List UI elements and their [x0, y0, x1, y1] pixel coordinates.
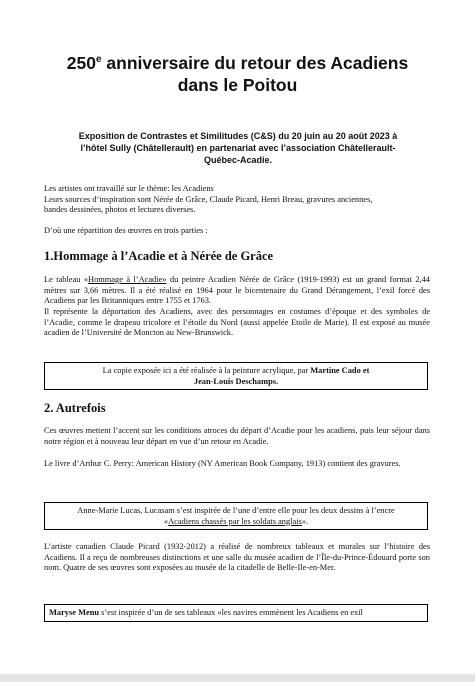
repartition-text: D’où une répartition des œuvres en trois parties :: [44, 226, 208, 235]
page-bottom-edge: [0, 674, 475, 682]
p1-lead: Le tableau «: [44, 275, 89, 284]
intro-line-1: Les artistes ont travaillé sur le thème: les Acadiens: [44, 184, 214, 193]
title-number: 250: [66, 53, 96, 73]
copy-credit-text: La copie exposée ici a été réalisée à la peinture acrylique, par: [102, 366, 311, 375]
exhibition-info: [48, 130, 428, 166]
title-line2: dans le Poitou: [177, 75, 298, 95]
section-2-paragraph-1: Ces œuvres mettent l’accent sur les conditions atroces du départ d’Acadie pour les acadiens, puis leur séjour dans notre région et à nouveau leur départ en vue d’un retour en Acadie.: [44, 426, 430, 446]
intro-line-3: bandes dessinées, photos et lectures diverses.: [44, 205, 196, 214]
quote-open: «: [163, 516, 169, 526]
section-2-paragraph-3: L’artiste canadien Claude Picard (1932-2012) a réalisé de nombreux tableaux et murales sur l’histoire des Acadiens. Il a reçu de nombreuses distinctions et une salle du musée acadien de l’Île-du-Prince-Édouard porte son nom. Quatre de ses œuvres sont exposées au musée de la citadelle de Belle-Ile-en-Mer.: [44, 542, 430, 572]
exhibition-line-1: Exposition de Contrastes et Similitudes (C&S) du 20 juin au 20 août 2023 à: [78, 131, 398, 141]
section-1-paragraph-2: Il représente la déportation des Acadiens, avec des personnages en costumes d’époque et des symboles de l’Acadie, comme le drapeau tricolore et l’étoile du Nord (aussi appelée Etoile de Marie). Il est exposé au musée acadien de l’Université de Moncton au New-Brunswick.: [44, 307, 430, 337]
artist-name-1: Martine Cado et: [310, 366, 370, 375]
maryse-menu-text: s’est inspirée d’un de ses tableaux «les navires emmènent les Acadiens en exil: [99, 608, 363, 617]
acadiens-chasses-link[interactable]: Acadiens chassés par les soldats anglais: [168, 516, 302, 526]
lucas-box-line-1: Anne-Marie Lucas, Lucasam s’est inspirée de l’une d’entre elle pour les deux dessins à l’encre: [77, 506, 395, 515]
lucas-credit-box: [44, 502, 428, 530]
copy-credit-box: [44, 362, 428, 390]
exhibition-line-3: Québec-Acadie.: [203, 155, 273, 165]
section-2-paragraph-2: Le livre d’Arthur C. Perry: American History (NY American Book Company, 1913) contient des gravures.: [44, 459, 401, 468]
intro-line-2: Leurs sources d’inspiration sont Nérée de Grâce, Claude Picard, Henri Breau, gravures anciennes,: [44, 194, 373, 204]
section-1-heading: 1.Hommage à l’Acadie et à Nérée de Grâce: [44, 249, 274, 263]
p1-rest: du peintre Acadien Nérée de Grâce (1919-1993) est un grand format 2,44 mètres sur 3,66 mètres. Il a été réalisé en 1964 pour le bicentenaire du Grand Dérangement, l’exil forcé des Acadiens par les Britanniques entre 1755 et 1763.: [44, 275, 430, 305]
artist-name-2: Jean-Louis Deschamps.: [193, 376, 279, 386]
quote-close: ».: [301, 516, 309, 526]
section-1-paragraph-1: [44, 275, 430, 307]
intro-paragraph: [44, 184, 430, 216]
hommage-link[interactable]: Hommage à l’Acadie»: [88, 275, 167, 284]
maryse-menu-name: Maryse Menu: [49, 608, 100, 617]
exhibition-line-2: l’hôtel Sully (Châtellerault) en partenariat avec l’association Châtellerault-: [80, 143, 396, 153]
page-title: [30, 52, 445, 96]
title-text: anniversaire du retour des Acadiens: [101, 53, 409, 73]
title-superscript: e: [95, 54, 102, 65]
menu-credit-box: [44, 604, 428, 622]
section-2-heading: 2. Autrefois: [44, 401, 106, 415]
